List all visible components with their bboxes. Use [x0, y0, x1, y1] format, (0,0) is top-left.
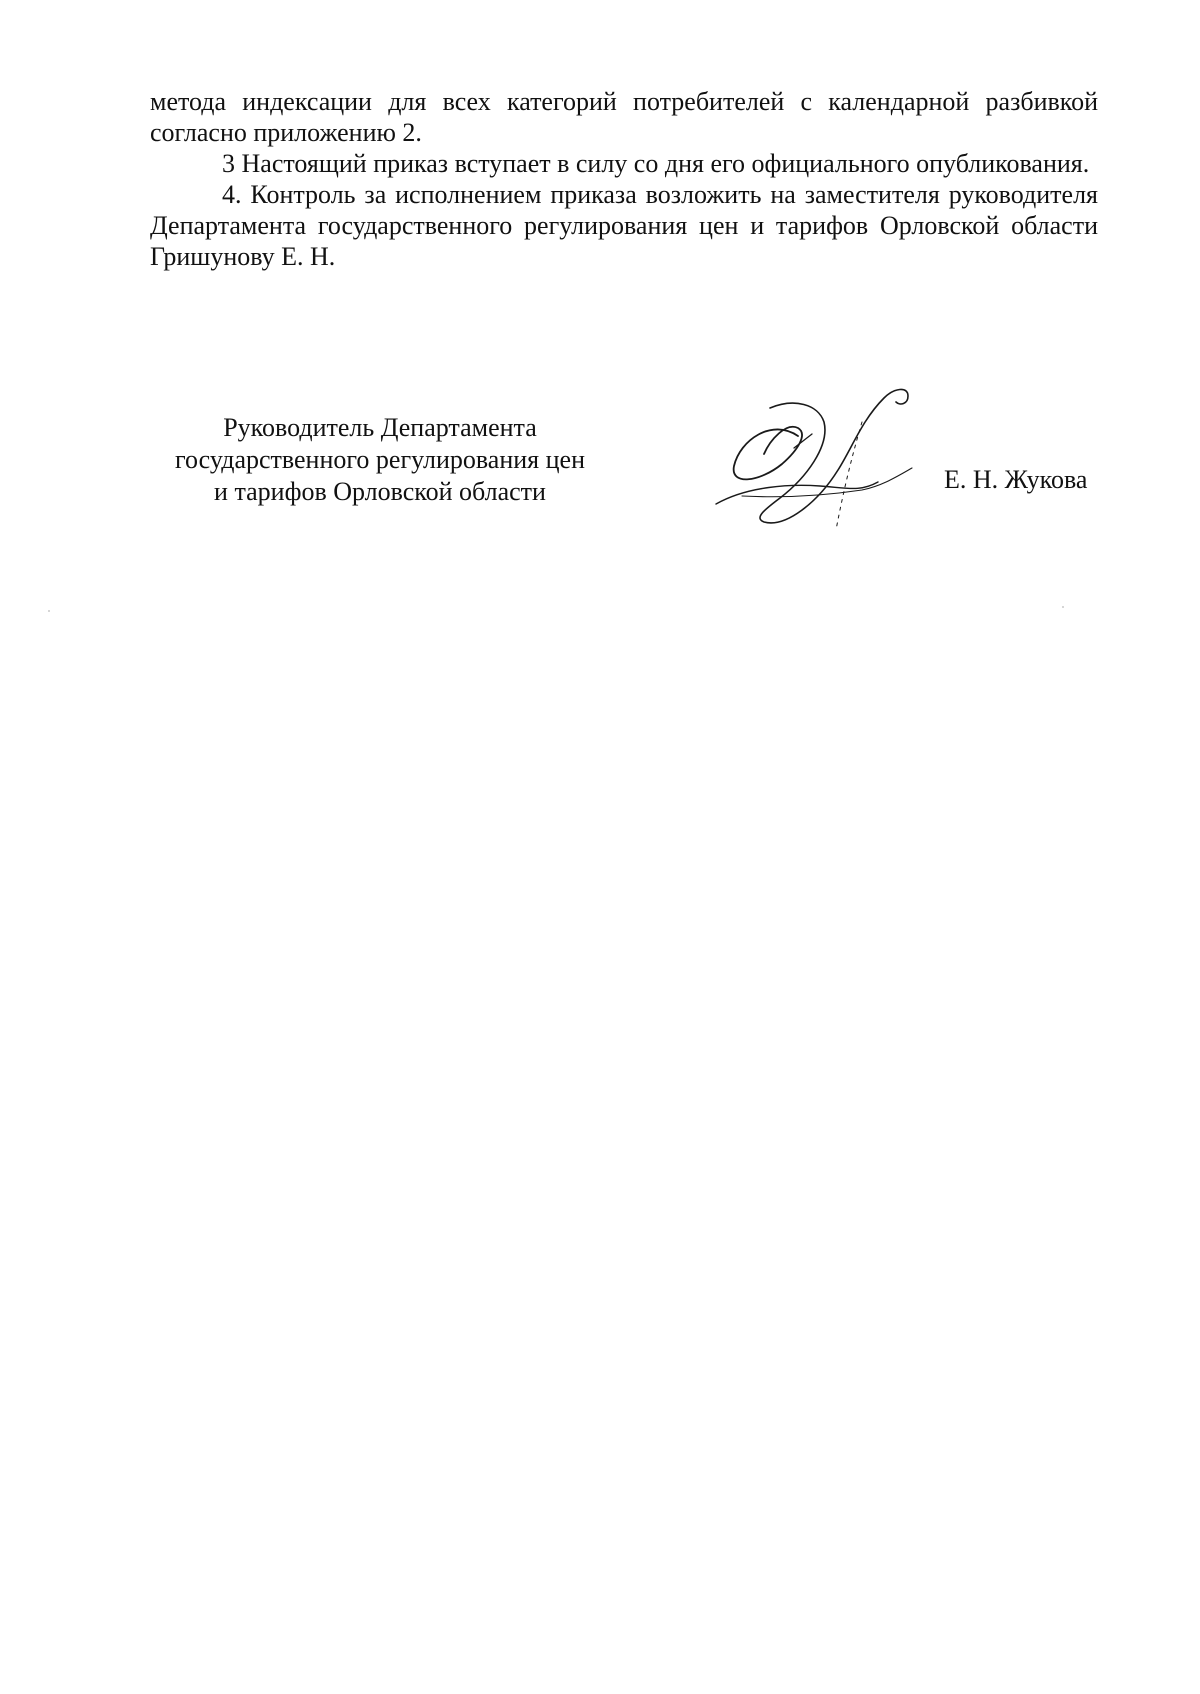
document-body: [150, 86, 1098, 272]
signatory-position-line: государственного регулирования цен: [175, 445, 585, 474]
paragraph-method-indexation: метода индексации для всех категорий потребителей с календарной разбивкой согласно приложению 2.: [150, 87, 1098, 147]
signatory-position-line: Руководитель Департамента: [223, 413, 537, 442]
paragraph-control: 4. Контроль за исполнением приказа возложить на заместителя руководителя Департамента государственного регулирования цен и тарифов Орловской области Гришунову Е. Н.: [150, 180, 1098, 271]
handwritten-signature: [712, 378, 962, 548]
signatory-position-line: и тарифов Орловской области: [214, 477, 546, 506]
signatory-position: [150, 412, 610, 508]
signatory-name: Е. Н. Жукова: [944, 465, 1088, 494]
scan-artifact: [48, 610, 50, 612]
scan-artifact: [1062, 606, 1064, 608]
paragraph-effective-date: 3 Настоящий приказ вступает в силу со дня его официального опубликования.: [222, 149, 1090, 178]
